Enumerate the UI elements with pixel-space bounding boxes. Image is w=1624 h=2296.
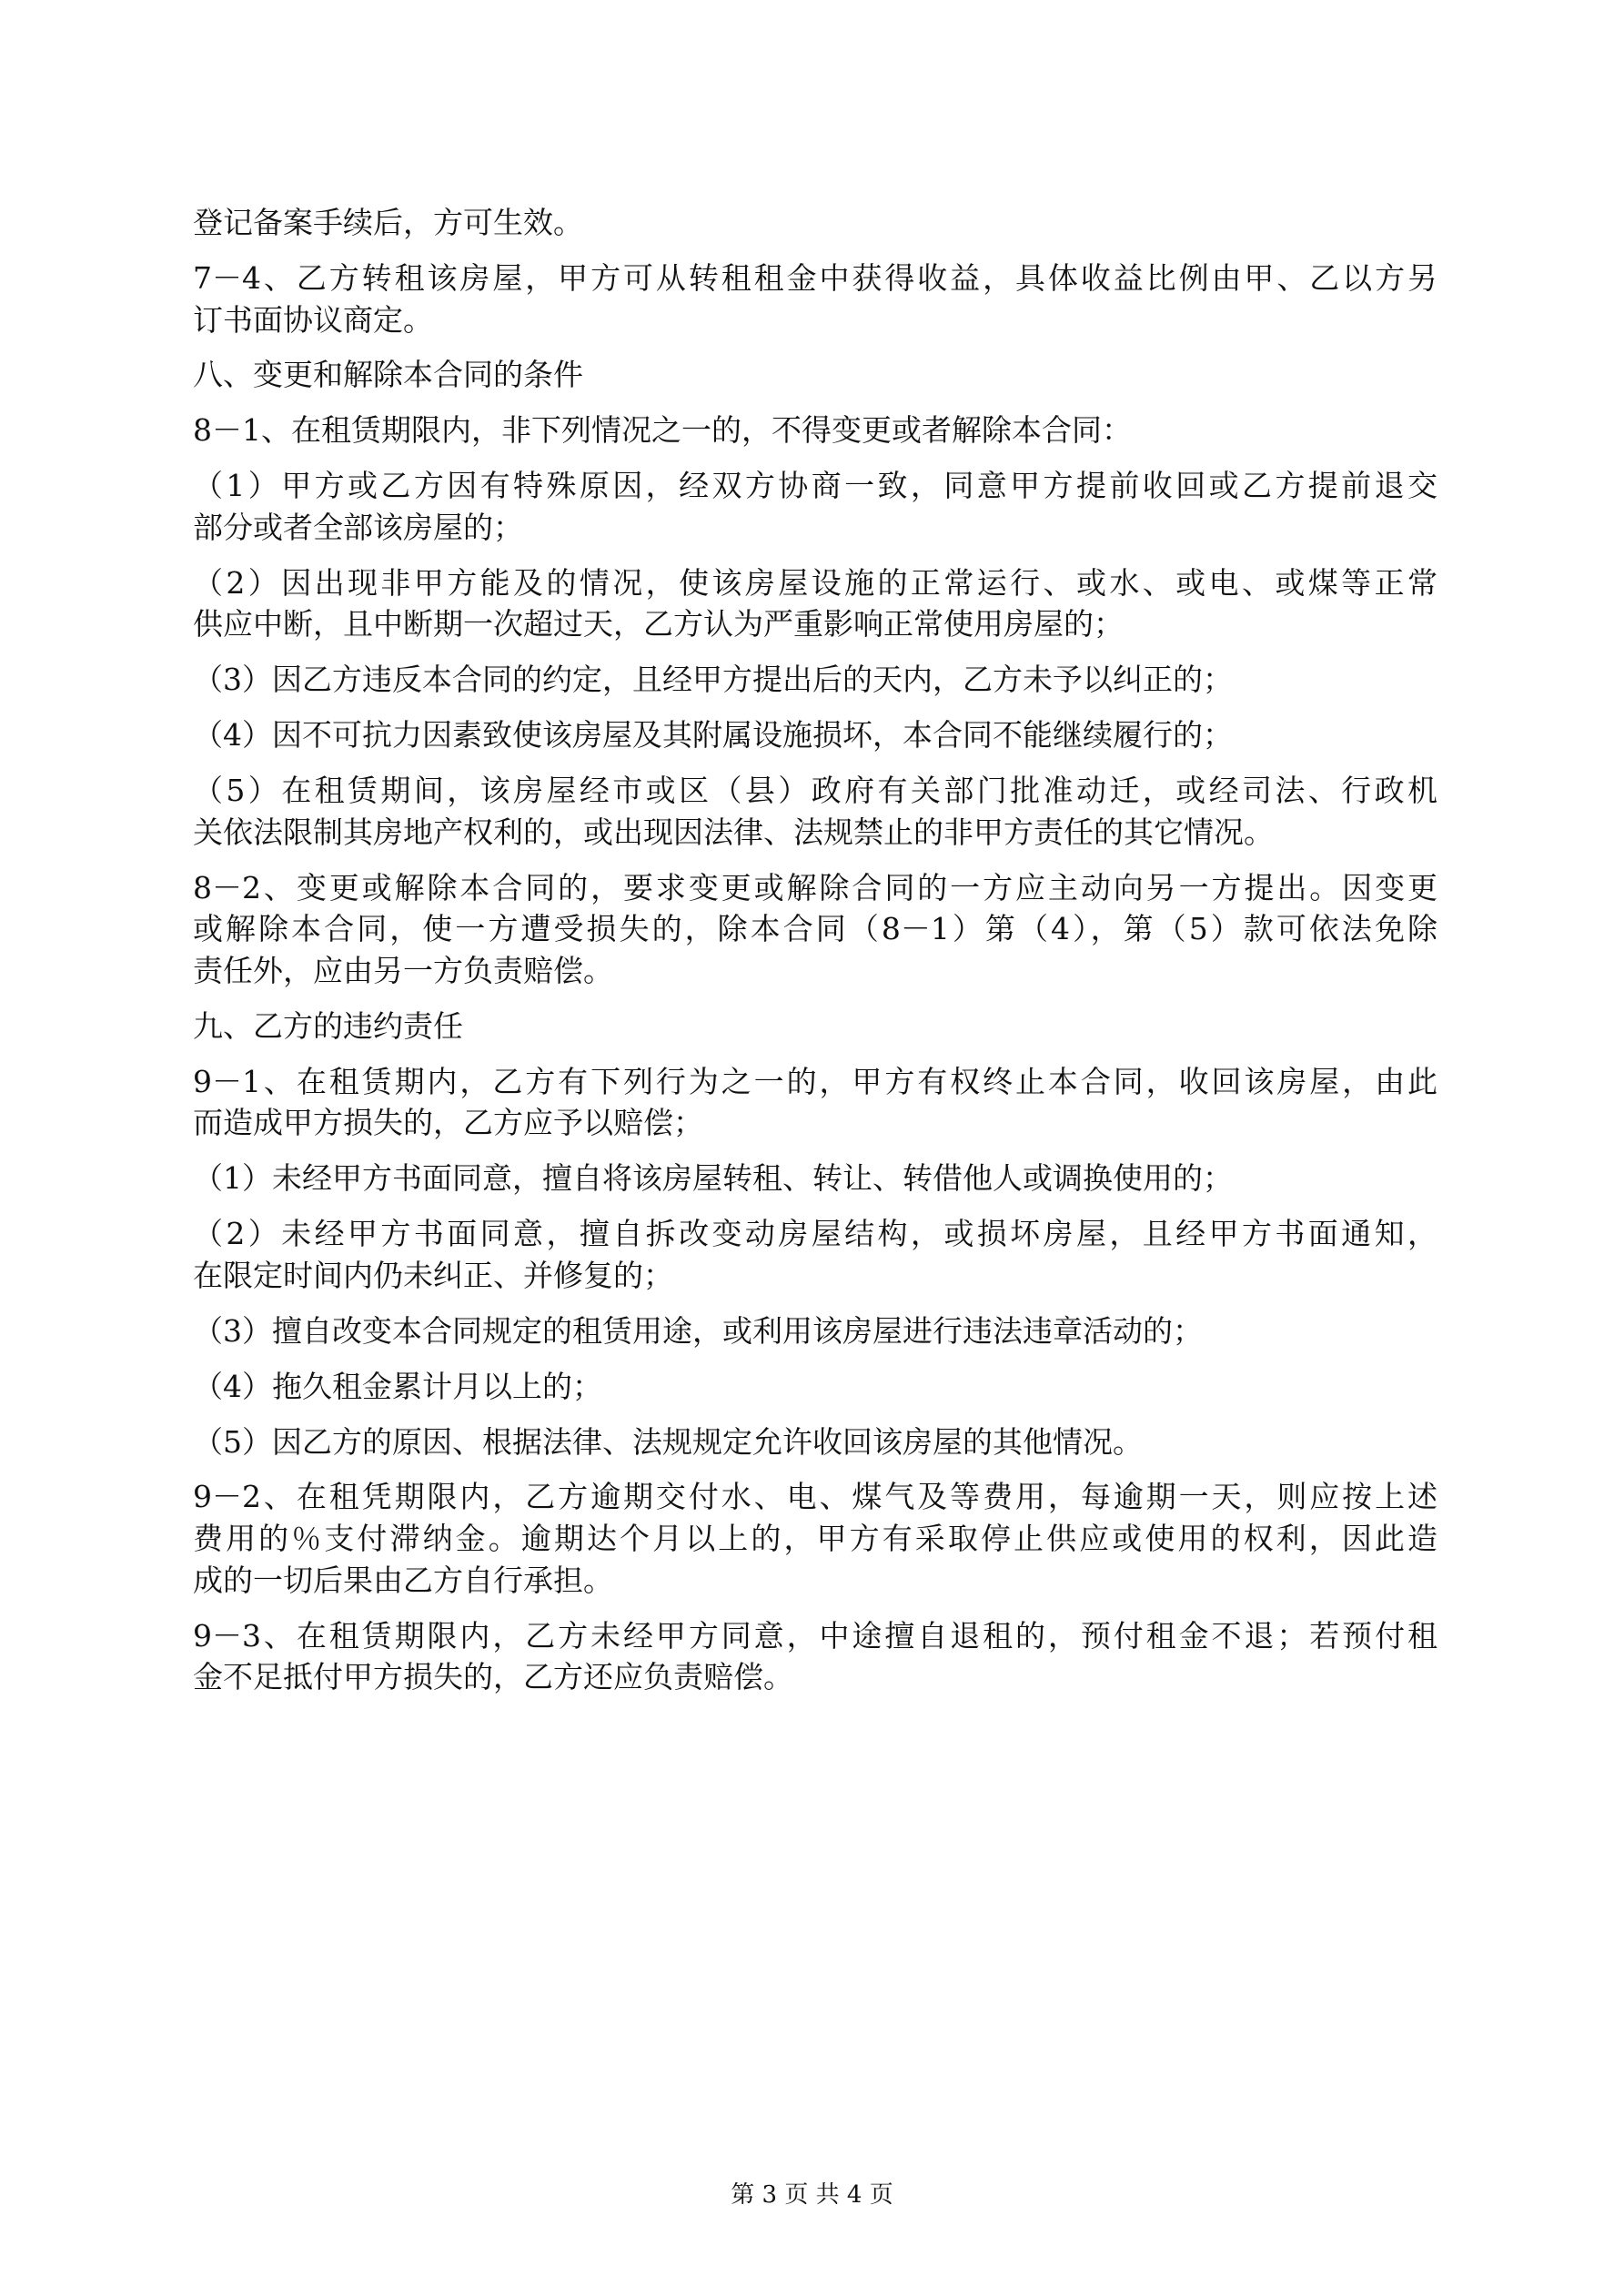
text-line: 费用的％支付滞纳金。逾期达个月以上的，甲方有采取停止供应或使用的权利，因此造 xyxy=(193,1521,1437,1557)
text-line: 登记备案手续后，方可生效。 xyxy=(193,205,583,240)
text-line: 在限定时间内仍未纠正、并修复的； xyxy=(193,1257,673,1293)
paragraph xyxy=(193,1310,1437,1352)
text-line: （3）因乙方违反本合同的约定，且经甲方提出后的天内，乙方未予以纠正的； xyxy=(193,662,1233,698)
text-line: 八、变更和解除本合同的条件 xyxy=(193,357,583,393)
paragraph xyxy=(193,1366,1437,1408)
paragraph xyxy=(193,1158,1437,1199)
text-line: 9－3、在租赁期限内，乙方未经甲方同意，中途擅自退租的，预付租金不退；若预付租 xyxy=(193,1617,1437,1654)
text-line: 供应中断，且中断期一次超过天，乙方认为严重影响正常使用房屋的； xyxy=(193,606,1124,642)
text-line: 订书面协议商定。 xyxy=(193,301,433,338)
text-line: 责任外，应由另一方负责赔偿。 xyxy=(193,953,613,988)
paragraph xyxy=(193,1421,1437,1463)
paragraph xyxy=(193,562,1437,645)
paragraph xyxy=(193,354,1437,396)
paragraph xyxy=(193,1213,1437,1296)
text-line: （2）未经甲方书面同意，擅自拆改变动房屋结构，或损坏房屋，且经甲方书面通知， xyxy=(193,1216,1437,1252)
text-line: （4）拖久租金累计月以上的； xyxy=(193,1368,602,1404)
text-line: 7－4、乙方转租该房屋，甲方可从转租租金中获得收益，具体收益比例由甲、乙以方另 xyxy=(193,259,1437,296)
paragraph xyxy=(193,410,1437,451)
document-body xyxy=(193,202,1437,1712)
paragraph xyxy=(193,1476,1437,1601)
text-line: 部分或者全部该房屋的； xyxy=(193,509,523,545)
text-line: （4）因不可抗力因素致使该房屋及其附属设施损坏，本合同不能继续履行的； xyxy=(193,717,1233,754)
text-line: 9－2、在租凭期限内，乙方逾期交付水、电、煤气及等费用，每逾期一天，则应按上述 xyxy=(193,1479,1437,1515)
paragraph xyxy=(193,867,1437,992)
text-line: （5）因乙方的原因、根据法律、法规规定允许收回该房屋的其他情况。 xyxy=(193,1423,1143,1460)
text-line: 九、乙方的违约责任 xyxy=(193,1007,463,1044)
paragraph xyxy=(193,258,1437,340)
text-line: 9－1、在租赁期内，乙方有下列行为之一的，甲方有权终止本合同，收回该房屋，由此 xyxy=(193,1063,1437,1099)
text-line: 8－2、变更或解除本合同的，要求变更或解除合同的一方应主动向另一方提出。因变更 xyxy=(193,869,1437,905)
text-line: （3）擅自改变本合同规定的租赁用途，或利用该房屋进行违法违章活动的； xyxy=(193,1312,1203,1349)
paragraph xyxy=(193,1061,1437,1144)
text-line: （1）未经甲方书面同意，擅自将该房屋转租、转让、转借他人或调换使用的； xyxy=(193,1160,1233,1197)
text-line: 成的一切后果由乙方自行承担。 xyxy=(193,1562,613,1598)
paragraph xyxy=(193,659,1437,701)
text-line: 金不足抵付甲方损失的，乙方还应负责赔偿。 xyxy=(193,1659,793,1695)
paragraph xyxy=(193,714,1437,756)
text-line: （1）甲方或乙方因有特殊原因，经双方协商一致，同意甲方提前收回或乙方提前退交 xyxy=(193,468,1437,504)
page-footer: 第 3 页 共 4 页 xyxy=(731,2181,893,2209)
paragraph xyxy=(193,770,1437,853)
paragraph xyxy=(193,465,1437,548)
paragraph xyxy=(193,1615,1437,1698)
paragraph xyxy=(193,202,1437,244)
text-line: 或解除本合同，使一方遭受损失的，除本合同（8－1）第（4），第（5）款可依法免除 xyxy=(193,911,1437,947)
paragraph xyxy=(193,1006,1437,1047)
text-line: 8－1、在租赁期限内，非下列情况之一的，不得变更或者解除本合同： xyxy=(193,412,1132,449)
text-line: （2）因出现非甲方能及的情况，使该房屋设施的正常运行、或水、或电、或煤等正常 xyxy=(193,564,1437,601)
text-line: 而造成甲方损失的，乙方应予以赔偿； xyxy=(193,1105,703,1141)
text-line: 关依法限制其房地产权利的，或出现因法律、法规禁止的非甲方责任的其它情况。 xyxy=(193,814,1274,850)
text-line: （5）在租赁期间，该房屋经市或区（县）政府有关部门批准动迁，或经司法、行政机 xyxy=(193,773,1437,809)
